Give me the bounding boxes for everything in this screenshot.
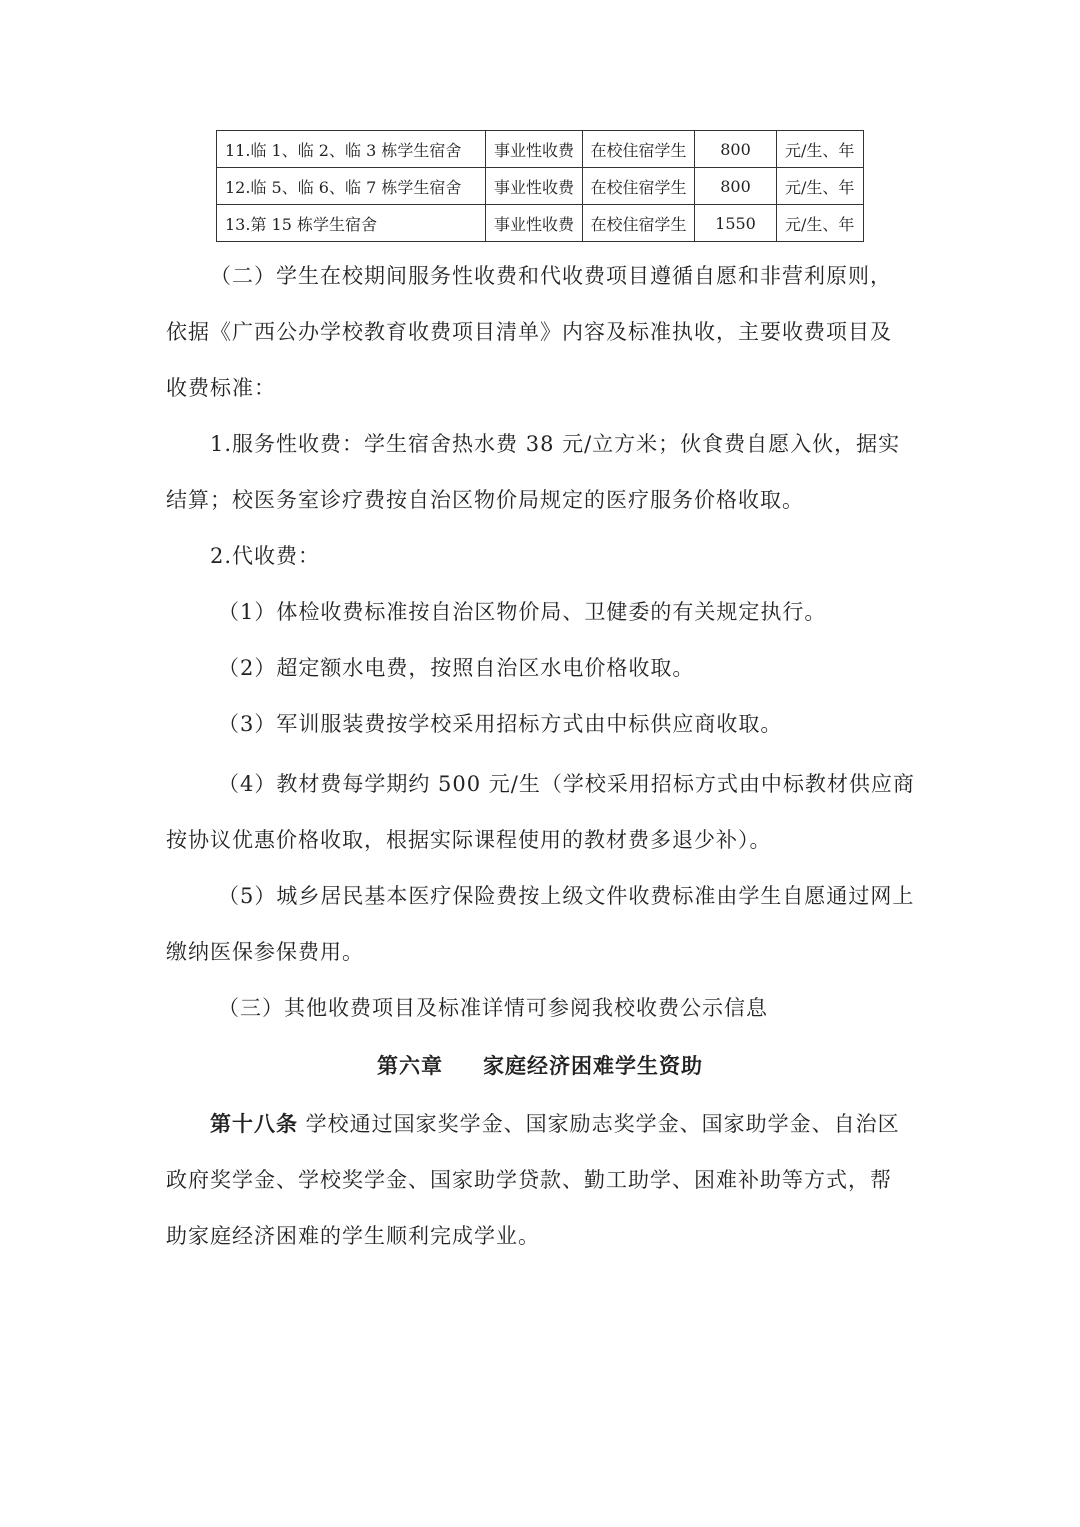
- table-cell-item: 11.临 1、临 2、临 3 栋学生宿舍: [217, 131, 486, 168]
- article-heading: 第十八条: [210, 1112, 298, 1136]
- table-cell-object: 在校住宿学生: [583, 205, 695, 242]
- table-cell-type: 事业性收费: [486, 131, 583, 168]
- table-row: [217, 205, 864, 242]
- fee-table: [216, 130, 864, 242]
- section-3-paragraph: [166, 980, 916, 1036]
- paragraph-line: （三）其他收费项目及标准详情可参阅我校收费公示信息: [218, 996, 768, 1020]
- table-cell-unit: 元/生、年: [777, 168, 864, 205]
- paragraph-line: 收费标准：: [166, 376, 276, 400]
- paragraph-line: （1）体检收费标准按自治区物价局、卫健委的有关规定执行。: [218, 600, 827, 624]
- table-cell-type: 事业性收费: [486, 205, 583, 242]
- chapter-heading: [0, 1044, 1080, 1088]
- item-1: [166, 584, 916, 640]
- table-row: [217, 131, 864, 168]
- paragraph-line: 助家庭经济困难的学生顺利完成学业。: [166, 1224, 540, 1248]
- table-row: [217, 168, 864, 205]
- paragraph-line: （4）教材费每学期约 500 元/生（学校采用招标方式由中标教材供应商: [218, 772, 915, 796]
- paragraph-line: 结算；校医务室诊疗费按自治区物价局规定的医疗服务价格收取。: [166, 488, 804, 512]
- table-cell-amount: 800: [695, 131, 777, 168]
- service-fee-paragraph: [166, 416, 916, 528]
- paragraph-line: （3）军训服装费按学校采用招标方式由中标供应商收取。: [218, 712, 783, 736]
- chapter-number: 第六章: [377, 1054, 443, 1078]
- paragraph-line: （2）超定额水电费，按照自治区水电价格收取。: [218, 656, 695, 680]
- table-cell-object: 在校住宿学生: [583, 168, 695, 205]
- table-cell-amount: 800: [695, 168, 777, 205]
- paragraph-line: 政府奖学金、学校奖学金、国家助学贷款、勤工助学、困难补助等方式，帮: [166, 1168, 892, 1192]
- item-2: [166, 640, 916, 696]
- paragraph-line: 缴纳医保参保费用。: [166, 940, 364, 964]
- paragraph-line: （二）学生在校期间服务性收费和代收费项目遵循自愿和非营利原则，: [210, 264, 892, 288]
- paragraph-line: （5）城乡居民基本医疗保险费按上级文件收费标准由学生自愿通过网上: [218, 884, 915, 908]
- article-text: 学校通过国家奖学金、国家励志奖学金、国家助学金、自治区: [298, 1112, 900, 1136]
- paragraph-line: 2.代收费：: [210, 544, 321, 568]
- table-cell-item: 12.临 5、临 6、临 7 栋学生宿舍: [217, 168, 486, 205]
- item-5: [166, 868, 916, 980]
- section-2-paragraph: [166, 248, 916, 416]
- paragraph-line: [166, 1096, 916, 1152]
- collect-fee-heading: [166, 528, 916, 584]
- item-3: [166, 696, 916, 752]
- table-cell-amount: 1550: [695, 205, 777, 242]
- table-cell-unit: 元/生、年: [777, 205, 864, 242]
- table-cell-type: 事业性收费: [486, 168, 583, 205]
- item-4: [166, 756, 916, 868]
- article-18-paragraph: [166, 1096, 916, 1264]
- chapter-title: 家庭经济困难学生资助: [483, 1054, 703, 1078]
- paragraph-line: 1.服务性收费：学生宿舍热水费 38 元/立方米；伙食费自愿入伙，据实: [210, 432, 901, 456]
- table-cell-unit: 元/生、年: [777, 131, 864, 168]
- table-cell-object: 在校住宿学生: [583, 131, 695, 168]
- table-cell-item: 13.第 15 栋学生宿舍: [217, 205, 486, 242]
- paragraph-line: 按协议优惠价格收取，根据实际课程使用的教材费多退少补）。: [166, 828, 772, 852]
- paragraph-line: 依据《广西公办学校教育收费项目清单》内容及标准执收，主要收费项目及: [166, 320, 892, 344]
